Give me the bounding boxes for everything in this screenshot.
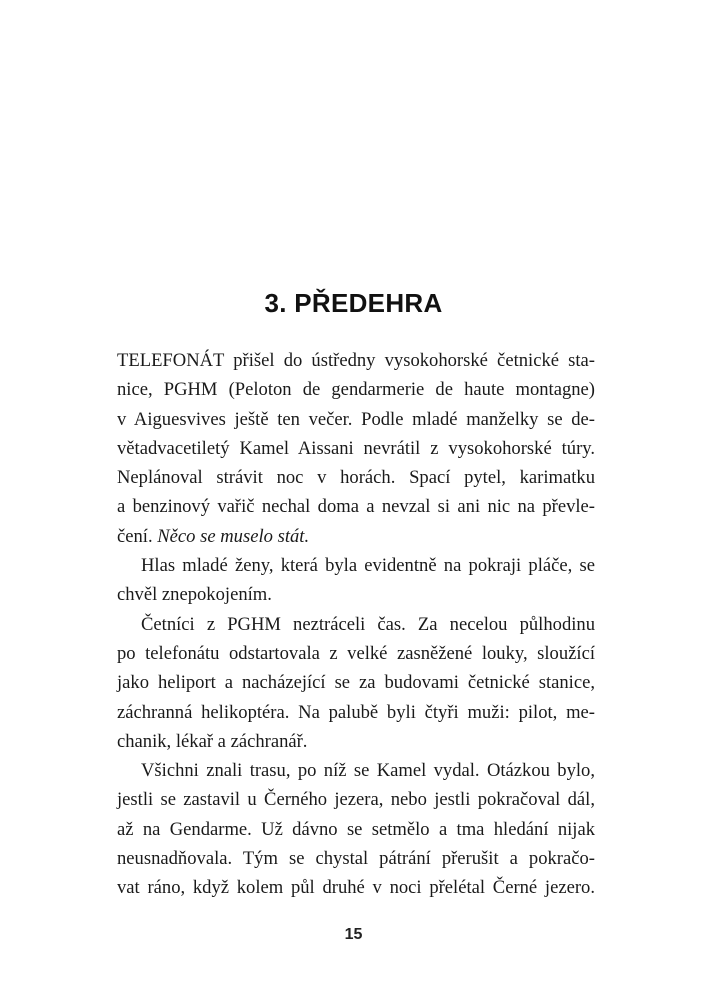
- paragraph-2: [117, 551, 595, 610]
- text-line: TELEFONÁT přišel do ústředny vysokohorské četnické sta-: [117, 350, 595, 371]
- text-line: [117, 522, 595, 551]
- text-italic-emphasis: Něco se muselo stát.: [157, 525, 310, 547]
- text-line: a benzinový vařič nechal doma a nevzal si ani nic na převle-: [117, 496, 595, 518]
- text-line: vat ráno, když kolem půl druhé v noci přelétal Černé jezero.: [117, 877, 595, 899]
- text-line: záchranná helikoptéra. Na palubě byli čtyři muži: pilot, me-: [117, 701, 595, 723]
- text-line: jestli se zastavil u Černého jezera, nebo jestli pokračoval dál,: [117, 789, 595, 811]
- text-line: Četníci z PGHM neztráceli čas. Za necelou půlhodinu: [141, 613, 595, 635]
- text-line: Neplánoval strávit noc v horách. Spací pytel, karimatku: [117, 467, 595, 489]
- text-line: chanik, lékař a záchranář.: [117, 730, 308, 752]
- text-line: neusnadňovala. Tým se chystal pátrání přerušit a pokračo-: [117, 848, 595, 870]
- text-line: v Aiguesvives ještě ten večer. Podle mladé manželky se de-: [117, 408, 595, 430]
- chapter-title: 3. PŘEDEHRA: [264, 288, 443, 318]
- paragraph-1: [117, 346, 595, 551]
- paragraph-4: [117, 756, 595, 902]
- page-number: 15: [344, 926, 363, 943]
- text-line: větadvacetiletý Kamel Aissani nevrátil z vysokohorské túry.: [117, 437, 595, 459]
- text-line: jako heliport a nacházející se za budovami četnické stanice,: [117, 672, 595, 694]
- text-plain: čení.: [117, 525, 158, 547]
- chapter-body: [117, 346, 595, 903]
- text-line: po telefonátu odstartovala z velké zasněžené louky, sloužící: [117, 642, 595, 664]
- text-line: Všichni znali trasu, po níž se Kamel vydal. Otázkou bylo,: [141, 760, 595, 782]
- paragraph-3: [117, 610, 595, 756]
- text-line: chvěl znepokojením.: [117, 584, 272, 606]
- text-line: nice, PGHM (Peloton de gendarmerie de haute montagne): [117, 379, 595, 401]
- text-line: až na Gendarme. Už dávno se setmělo a tma hledání nijak: [117, 818, 595, 840]
- text-line: Hlas mladé ženy, která byla evidentně na pokraji pláče, se: [141, 555, 595, 577]
